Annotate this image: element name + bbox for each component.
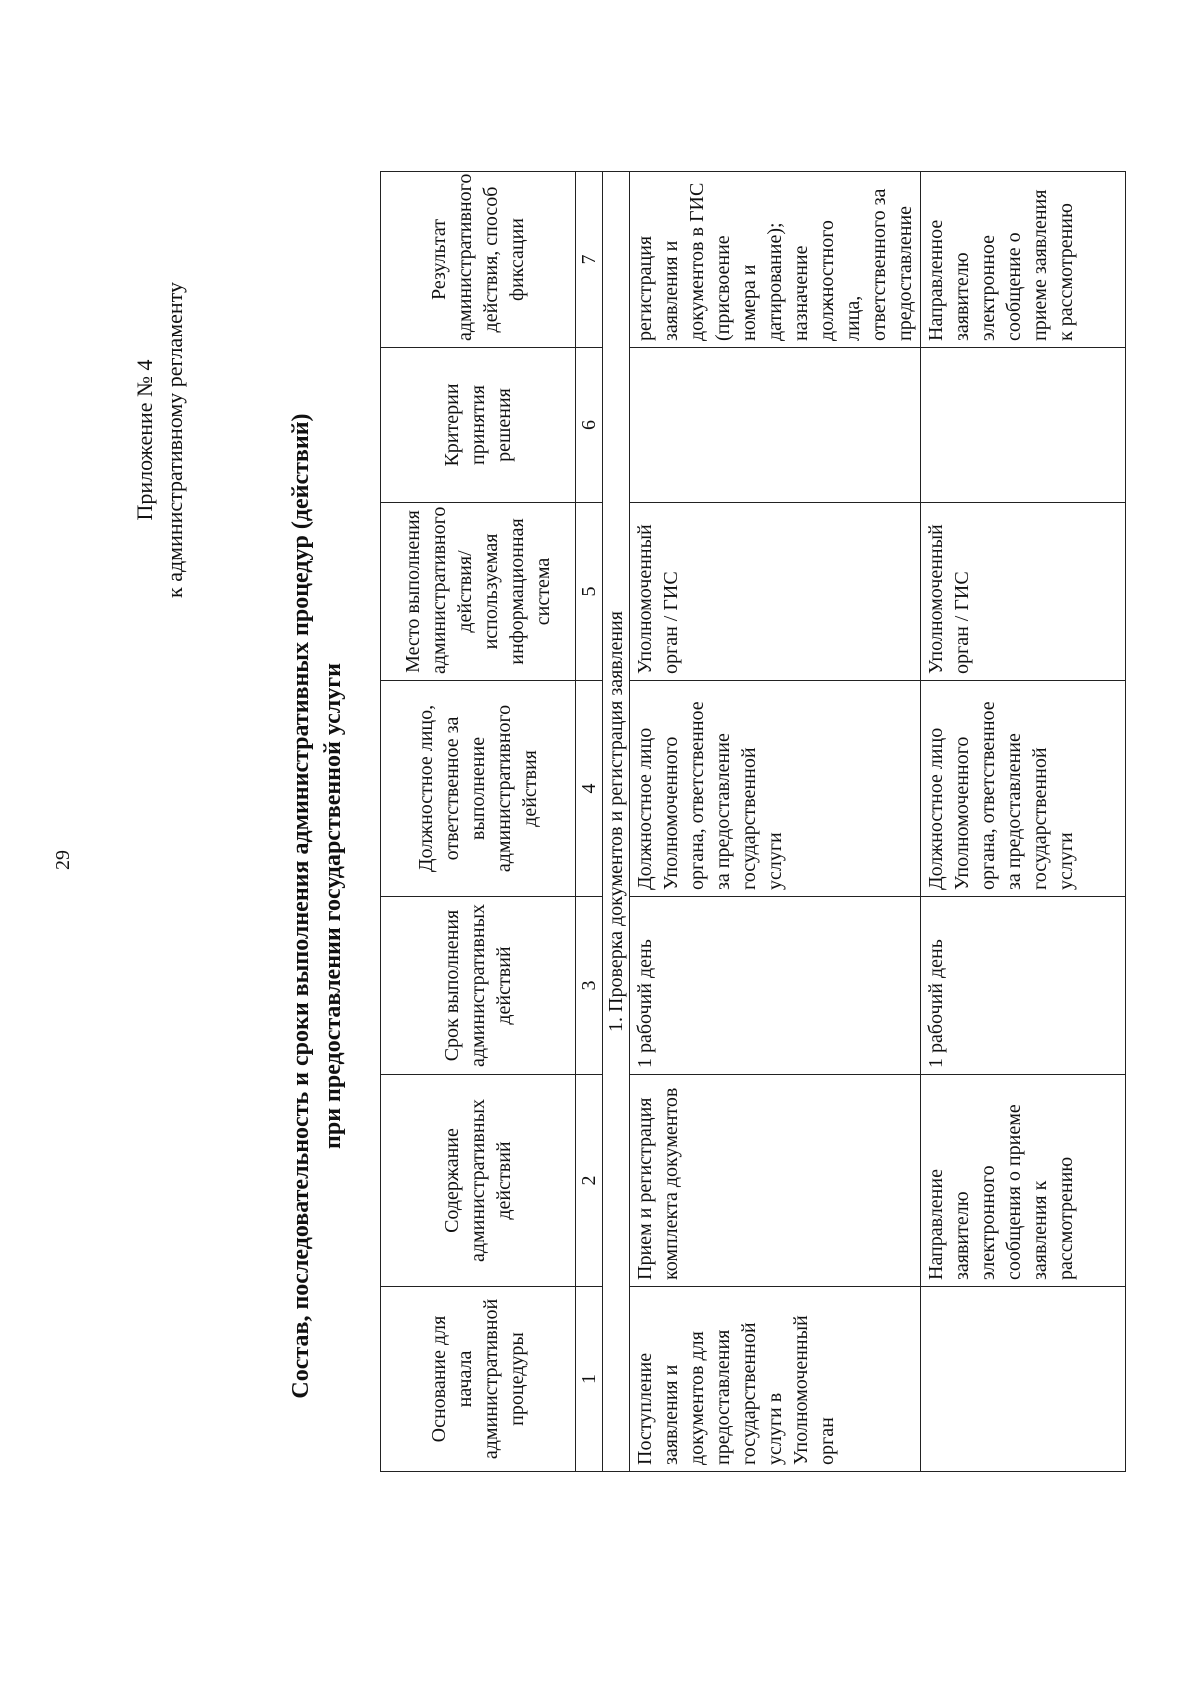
cell-criteria [921,348,1126,503]
cell-criteria [630,348,921,503]
header-term: Срок выполнения административных действий [381,897,576,1075]
cell-basis: Поступление заявления и документов для предоставления государственной услуги в Уполномоченный орган [630,1287,921,1472]
procedures-table [380,171,1126,1472]
title-line-1: Состав, последовательность и сроки выполнения административных процедур (действий) [288,413,314,1399]
column-number: 6 [576,348,603,503]
header-official: Должностное лицо, ответственное за выполнение административного действия [381,681,576,897]
cell-place: Уполномоченный орган / ГИС [921,503,1126,681]
page-number: 29 [52,850,74,870]
appendix-line-1: Приложение № 4 [132,359,157,521]
column-number: 5 [576,503,603,681]
header-content: Содержание административных действий [381,1075,576,1287]
column-number: 4 [576,681,603,897]
cell-official: Должностное лицо Уполномоченного органа, ответственное за предоставление государственной услуги [630,681,921,897]
table-row [630,172,921,1472]
cell-result: регистрация заявления и документов в ГИС (присвоение номера и датирование); назначение должностного лица, ответственного за предоставление [630,172,921,348]
column-number: 2 [576,1075,603,1287]
cell-content: Направление заявителю электронного сообщения о приеме заявления к рассмотрению [921,1075,1126,1287]
column-number-row [576,172,603,1472]
title-line-2: при предоставлении государственной услуги [320,663,346,1149]
cell-content: Прием и регистрация комплекта документов [630,1075,921,1287]
table-row [921,172,1126,1472]
column-number: 7 [576,172,603,348]
cell-term: 1 рабочий день [921,897,1126,1075]
header-result: Результат административного действия, способ фиксации [381,172,576,348]
column-number: 1 [576,1287,603,1472]
table-header-row [381,172,576,1472]
section-row [603,172,630,1472]
header-criteria: Критерии принятия решения [381,348,576,503]
cell-basis [921,1287,1126,1472]
appendix-line-2: к административному регламенту [162,282,187,598]
cell-official: Должностное лицо Уполномоченного органа, ответственное за предоставление государственной услуги [921,681,1126,897]
header-place: Место выполнения административного действия/ используемая информационная система [381,503,576,681]
cell-place: Уполномоченный орган / ГИС [630,503,921,681]
document-title [285,266,349,1546]
cell-result: Направленное заявителю электронное сообщение о приеме заявления к рассмотрению [921,172,1126,348]
header-basis: Основание для начала административной процедуры [381,1287,576,1472]
appendix-header [130,180,190,700]
column-number: 3 [576,897,603,1075]
cell-term: 1 рабочий день [630,897,921,1075]
section-title: 1. Проверка документов и регистрация заявления [603,172,630,1472]
